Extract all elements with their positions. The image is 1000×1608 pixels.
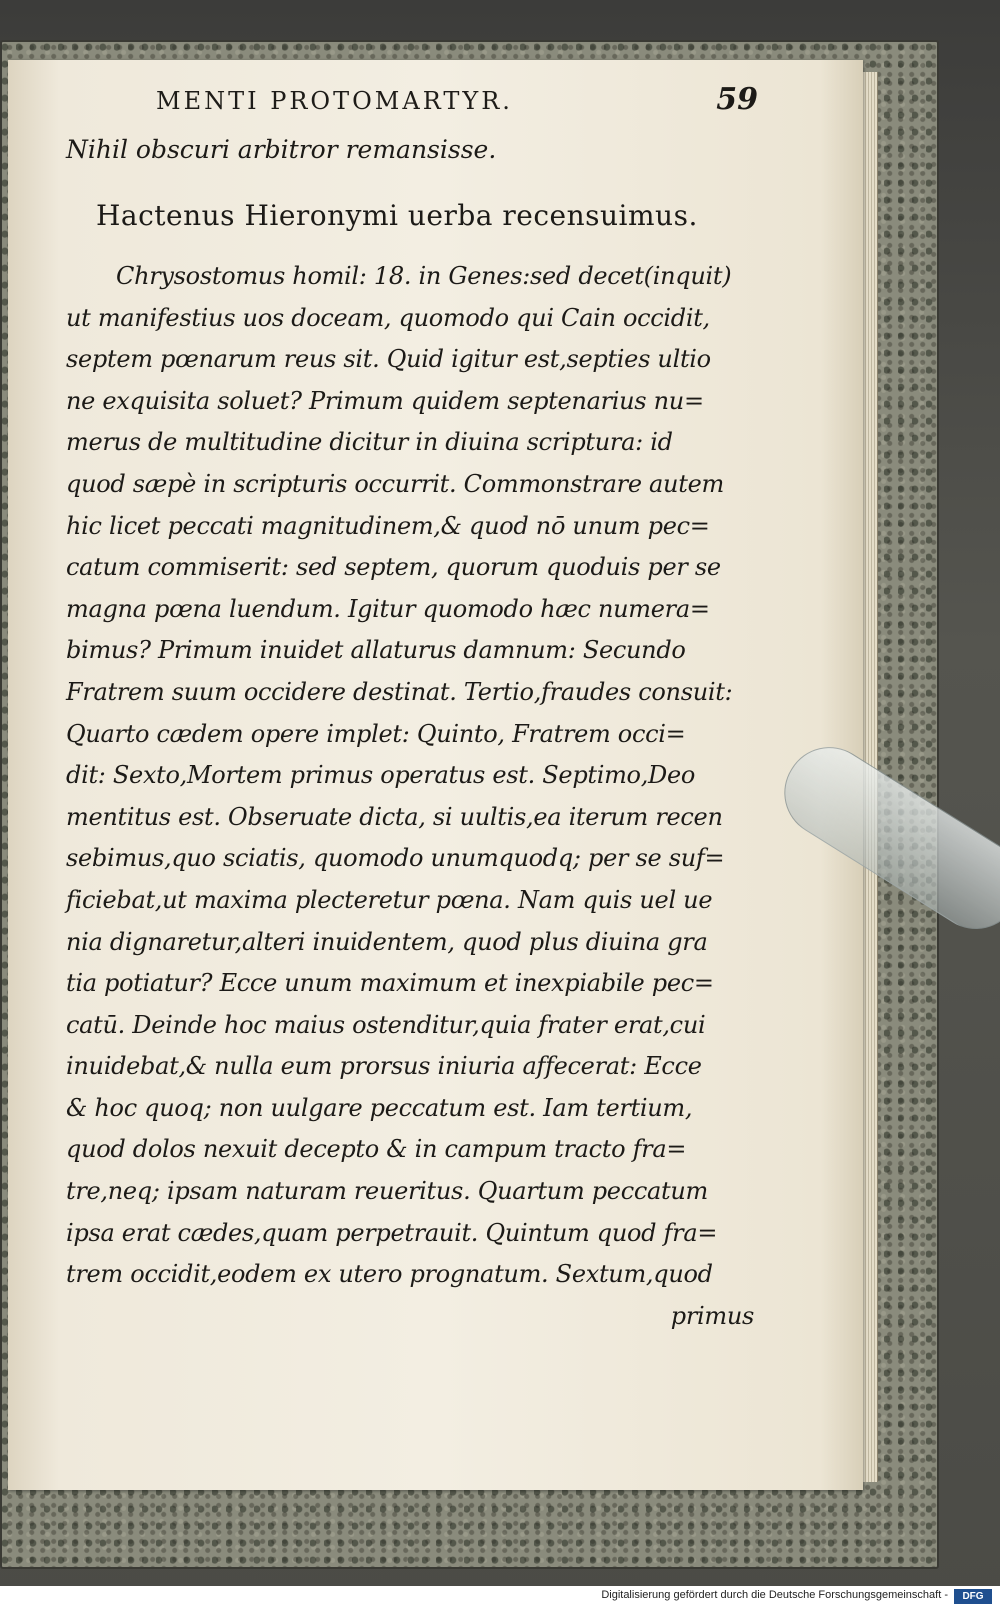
text-line: ut manifestius uos doceam, quomodo qui Cain occidit, xyxy=(66,303,710,332)
text-line: ficiebat,ut maxima plecteretur pœna. Nam quis uel ue xyxy=(66,885,713,914)
text-line: sebimus,quo sciatis, quomodo unumquodq; per se suf= xyxy=(66,844,725,873)
text-line: catum commiserit: sed septem, quorum quoduis per se xyxy=(66,553,721,582)
text-line: septem pœnarum reus sit. Quid igitur est,septies ultio xyxy=(66,345,711,374)
text-line: ne exquisita soluet? Primum quidem septenarius nu= xyxy=(66,386,704,415)
page-number: 59 xyxy=(716,82,758,117)
text-line: Fratrem suum occidere destinat. Tertio,fraudes consuit: xyxy=(66,677,733,706)
text-line: trem occidit,eodem ex utero prognatum. Sextum,quod xyxy=(66,1260,713,1289)
running-head: MENTI PROTOMARTYR. xyxy=(156,87,513,115)
credit-bar xyxy=(0,1586,1000,1608)
text-line: bimus? Primum inuidet allaturus damnum: Secundo xyxy=(66,636,686,665)
text-line: quod dolos nexuit decepto & in campum tracto fra= xyxy=(66,1135,687,1164)
text-line: mentitus est. Obseruate dicta, si uultis,ea iterum recen xyxy=(66,802,723,831)
catchword: primus xyxy=(670,1301,754,1330)
text-line: tre,neq; ipsam naturam reueritus. Quartum peccatum xyxy=(66,1177,708,1206)
dfg-logo: DFG xyxy=(954,1589,992,1604)
text-line: merus de multitudine dicitur in diuina scriptura: id xyxy=(66,428,673,457)
text-line: magna pœna luendum. Igitur quomodo hæc numera= xyxy=(66,594,710,623)
section-heading: Hactenus Hieronymi uerba recensuimus. xyxy=(96,199,698,232)
text-line: & hoc quoq; non uulgare peccatum est. Iam tertium, xyxy=(66,1093,693,1122)
continuation-line: Nihil obscuri arbitror remansisse. xyxy=(66,135,497,164)
text-line: nia dignaretur,alteri inuidentem, quod plus diuina gra xyxy=(66,927,708,956)
body-text xyxy=(66,256,756,1337)
text-line: Chrysostomus homil: 18. in Genes:sed decet(inquit) xyxy=(116,262,732,290)
text-line: Quarto cædem opere implet: Quinto, Fratrem occi= xyxy=(66,719,686,748)
page-header xyxy=(66,82,756,122)
text-line: catū. Deinde hoc maius ostenditur,quia frater erat,cui xyxy=(66,1010,706,1039)
credit-text: Digitalisierung gefördert durch die Deutsche Forschungsgemeinschaft - xyxy=(601,1589,948,1601)
text-line: ipsa erat cædes,quam perpetrauit. Quintum quod fra= xyxy=(66,1218,718,1247)
text-block xyxy=(66,82,756,1337)
text-line: tia potiatur? Ecce unum maximum et inexpiabile pec= xyxy=(66,969,714,998)
text-line: dit: Sexto,Mortem primus operatus est. Septimo,Deo xyxy=(66,761,696,790)
text-line: hic licet peccati magnitudinem,& quod nō unum pec= xyxy=(66,511,710,540)
text-line: quod sæpè in scripturis occurrit. Commonstrare autem xyxy=(66,469,724,498)
book-page xyxy=(8,60,863,1490)
text-line: inuidebat,& nulla eum prorsus iniuria affecerat: Ecce xyxy=(66,1052,702,1081)
